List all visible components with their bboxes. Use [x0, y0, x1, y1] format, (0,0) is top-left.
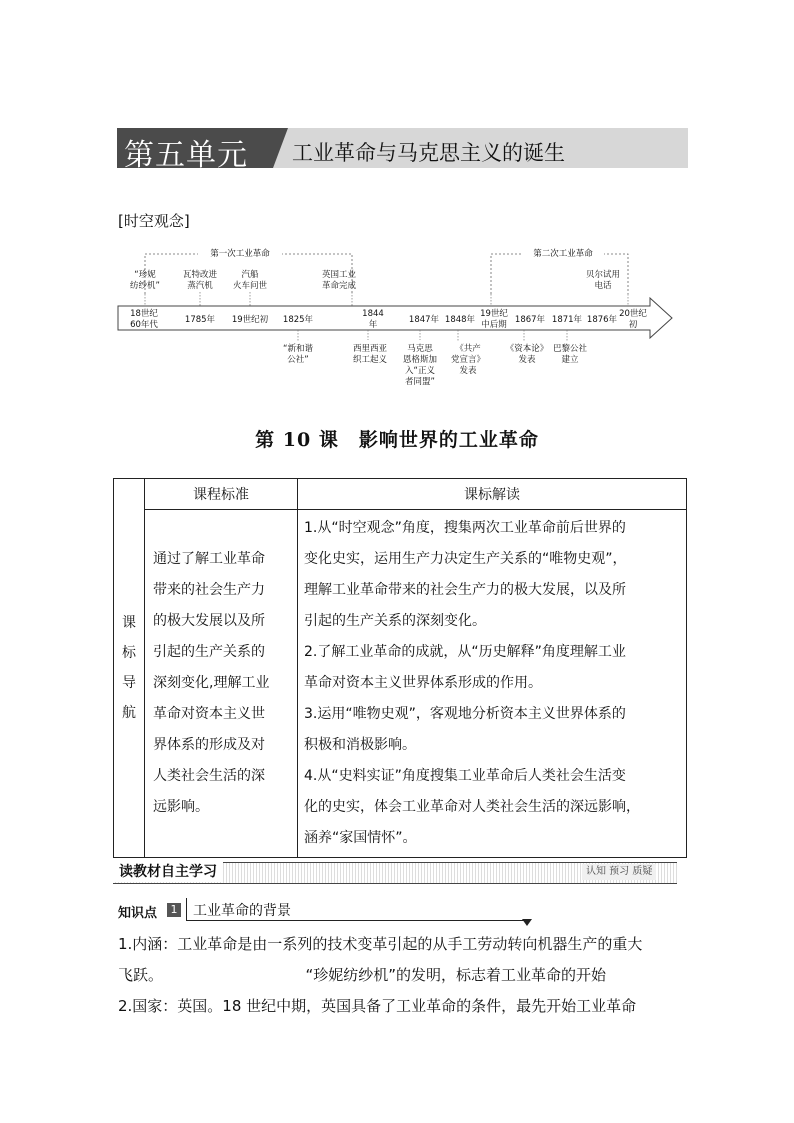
tl-below-0: “新和谐 公社” — [283, 344, 313, 365]
tl-above-bell — [580, 270, 626, 292]
side-char: 航 — [122, 705, 136, 721]
curriculum-table — [113, 478, 687, 858]
tl-above-uk — [316, 270, 362, 292]
tl-above-2: 汽船 火车问世 — [232, 270, 267, 291]
tl-tick — [358, 309, 388, 331]
tl-tick — [278, 315, 318, 326]
read-line: 积极和消极影响。 — [304, 737, 416, 753]
tl-below-3: 《共产 党宣言》 发表 — [450, 344, 485, 376]
tl-tick — [616, 309, 650, 331]
paragraph: 飞跃。 “珍妮纺纱机”的发明，标志着工业革命的开始 — [118, 966, 607, 984]
tl-below — [346, 344, 394, 366]
tl-tick — [404, 315, 444, 326]
tl-above-4: 贝尔试用 电话 — [585, 270, 620, 291]
std-line: 人类社会生活的深 — [153, 768, 265, 784]
std-line: 革命对资本主义世 — [153, 706, 265, 722]
read-line: 3.运用“唯物史观”，客观地分析资本主义世界体系的 — [304, 706, 626, 722]
tl-above-3: 英国工业 革命完成 — [321, 270, 356, 291]
std-line: 引起的生产关系的 — [153, 644, 265, 660]
kp-underline — [186, 920, 526, 921]
tl-tick-3: 1825年 — [282, 315, 314, 325]
knowledge-point-title: 工业革命的背景 — [193, 903, 291, 919]
tl-tick-9: 1871年 — [551, 315, 583, 325]
read-line: 涵养“家国情怀”。 — [304, 830, 417, 846]
header-reading: 课标解读 — [298, 479, 687, 510]
unit-title: 工业革命与马克思主义的诞生 — [292, 141, 565, 165]
tl-above-steam — [228, 270, 272, 292]
tl-tick-10: 1876年 — [586, 315, 618, 325]
reading-cell — [298, 510, 687, 858]
tl-below-2: 马克思 恩格斯加 入“正义 者同盟” — [402, 344, 437, 387]
tl-tick-11: 20世纪 初 — [619, 309, 647, 330]
lesson-title: 第 10 课 影响世界的工业革命 — [255, 429, 539, 451]
tl-above-jenny — [125, 270, 165, 292]
side-char: 标 — [122, 645, 136, 661]
unit-number: 第五单元 — [124, 138, 248, 173]
standard-cell — [145, 510, 298, 858]
tl-tick — [180, 315, 220, 326]
tl-tick-2: 19世纪初 — [231, 315, 269, 325]
tl-tick-4: 1844 年 — [362, 309, 384, 330]
tl-tick-0: 18世纪 60年代 — [130, 309, 158, 330]
tl-tick-7: 19世纪 中后期 — [480, 309, 508, 330]
read-line: 2.了解工业革命的成就，从“历史解释”角度理解工业 — [304, 644, 626, 660]
tl-above-1: 瓦特改进 蒸汽机 — [182, 270, 217, 291]
kp-bracket-line — [186, 898, 187, 921]
read-line: 革命对资本主义世界体系形成的作用。 — [304, 675, 542, 691]
tl-tick — [124, 309, 164, 331]
tl-tick — [228, 315, 272, 326]
tl-above-watt — [178, 270, 222, 292]
era1-label: 第一次工业革命 — [210, 249, 270, 259]
side-char: 导 — [122, 675, 136, 691]
std-line: 的极大发展以及所 — [153, 613, 265, 629]
side-label-cell — [114, 479, 145, 858]
tl-below — [546, 344, 594, 366]
reading-banner-title: 读教材自主学习 — [113, 862, 223, 882]
paragraph: 2.国家：英国。18 世纪中期，英国具备了工业革命的条件，最先开始工业革命 — [118, 997, 637, 1015]
tl-below-4: 《资本论》 发表 — [505, 344, 549, 365]
tl-below — [276, 344, 320, 366]
paragraph: 1.内涵：工业革命是由一系列的技术变革引起的从手工劳动转向机器生产的重大 — [118, 935, 643, 953]
tl-below — [446, 344, 490, 377]
tl-tick-6: 1848年 — [444, 315, 476, 325]
std-line: 界体系的形成及对 — [153, 737, 265, 753]
side-char: 课 — [122, 615, 136, 631]
header-standard: 课程标准 — [145, 479, 298, 510]
std-line: 远影响。 — [153, 799, 209, 815]
tl-below-1: 西里西亚 织工起义 — [352, 344, 387, 365]
knowledge-point-label: 知识点 — [118, 906, 158, 921]
kp-triangle-icon — [522, 919, 532, 926]
knowledge-point-number: 1 — [167, 903, 181, 917]
tl-tick-8: 1867年 — [514, 315, 546, 325]
tl-tick-1: 1785年 — [184, 315, 216, 325]
tl-below-5: 巴黎公社 建立 — [552, 344, 587, 365]
tl-above-0: “珍妮 纺纱机” — [130, 270, 160, 291]
tl-tick-5: 1847年 — [408, 315, 440, 325]
section-tag: [时空观念] — [118, 212, 190, 230]
tl-tick — [547, 315, 587, 326]
read-line: 1.从“时空观念”角度，搜集两次工业革命前后世界的 — [304, 520, 626, 536]
std-line: 通过了解工业革命 — [153, 551, 265, 567]
read-line: 化的史实，体会工业革命对人类社会生活的深远影响， — [304, 799, 640, 815]
read-line: 4.从“史料实证”角度搜集工业革命后人类社会生活变 — [304, 768, 626, 784]
read-line: 理解工业革命带来的社会生产力的极大发展，以及所 — [304, 582, 626, 598]
tl-below — [502, 344, 552, 366]
tl-tick — [510, 315, 550, 326]
std-line: 带来的社会生产力 — [153, 582, 265, 598]
reading-banner-steps: 认知 预习 质疑 — [582, 864, 656, 880]
tl-below — [398, 344, 442, 388]
read-line: 引起的生产关系的深刻变化。 — [304, 613, 486, 629]
read-line: 变化史实，运用生产力决定生产关系的“唯物史观”， — [304, 551, 627, 567]
std-line: 深刻变化,理解工业 — [153, 675, 270, 691]
era2-label: 第二次工业革命 — [533, 249, 593, 259]
